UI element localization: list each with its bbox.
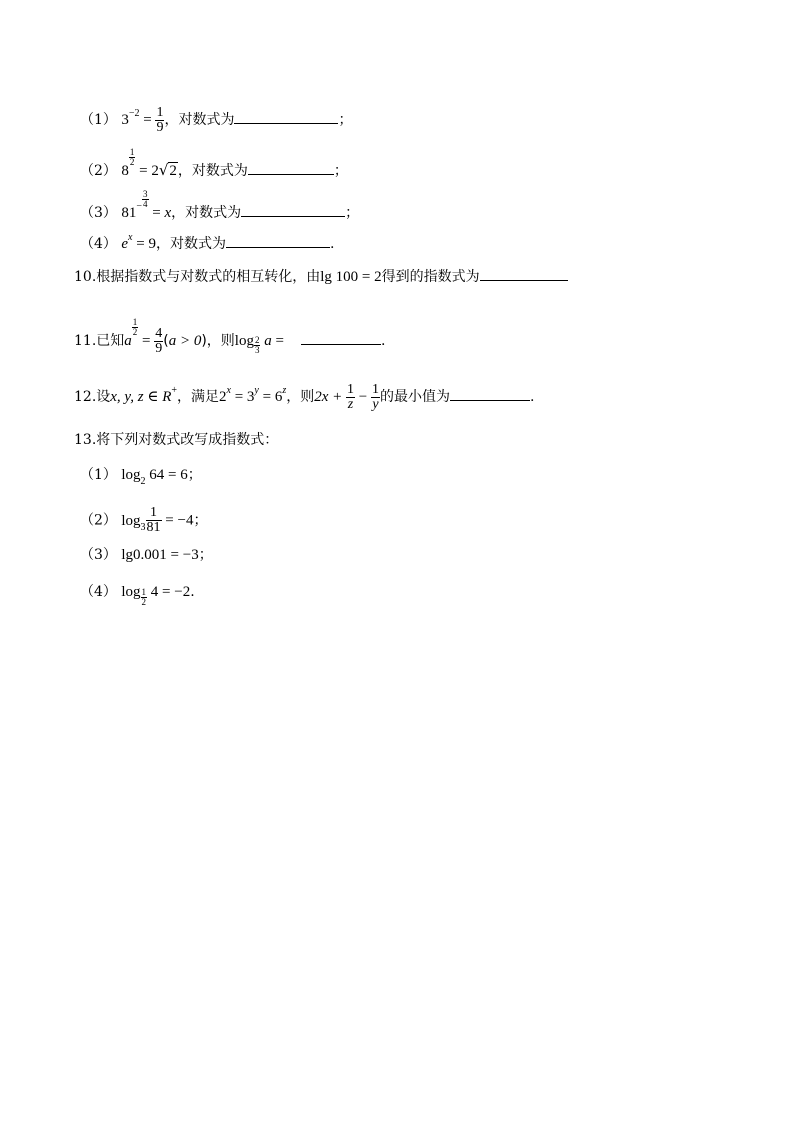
- q9-item-3: （3） 81− $\frac{3}{4}$ = x，对数式为 ；: [80, 189, 360, 221]
- answer-blank[interactable]: [301, 330, 381, 345]
- answer-blank[interactable]: [234, 109, 338, 124]
- math-expression: lg 100 = 2: [320, 269, 382, 285]
- answer-blank[interactable]: [226, 233, 330, 248]
- q13-item-2: （2） $\log_3$ $\frac{1}{81}$ = −4；: [80, 505, 208, 535]
- math-log: log $\frac{1}{2}$ 4 = −2: [121, 584, 191, 607]
- question-11: 11.已知a $\frac{1}{2}$ = $\frac{4}{9}$ (a > 0)，则log $\frac{2}{3}$ a = .: [74, 317, 386, 356]
- fraction: $\frac{1}{81}$: [146, 505, 161, 535]
- question-text: 12.设: [74, 389, 111, 405]
- item-text: ，对数式为: [164, 112, 235, 128]
- q9-item-1: （1） $3^{-2}$ = $\frac{1}{9}$ ，对数式为 ；: [80, 104, 353, 135]
- fraction: $\frac{1}{9}$: [156, 104, 164, 135]
- math-log: log $\frac{2}{3}$ a =: [234, 333, 288, 355]
- math-equals: =: [148, 205, 165, 221]
- q13-item-4: （4） log $\frac{1}{2}$ 4 = −2.: [80, 584, 195, 607]
- answer-blank[interactable]: [248, 160, 334, 175]
- q9-item-2: （2） 8 $\frac{1}{2}$ = 2√2，对数式为 ；: [80, 147, 348, 179]
- question-text: 11.已知: [74, 333, 125, 349]
- question-text: 10.根据指数式与对数式的相互转化，由: [74, 269, 321, 285]
- math-power: a $\frac{1}{2}$: [124, 317, 138, 349]
- q9-item-4: （4） $e^x = 9$，对数式为 .: [80, 232, 335, 252]
- question-13-title: 13.将下列对数式改写成指数式：: [74, 432, 279, 448]
- answer-blank[interactable]: [480, 266, 568, 281]
- item-text: ，对数式为: [155, 236, 226, 252]
- item-label: （1）: [80, 112, 117, 128]
- math-equation: $2^x = 3^y = 6^z$: [219, 385, 287, 405]
- item-label: （3）: [80, 205, 117, 221]
- math-equals: = 9: [132, 236, 156, 252]
- math-equals: = 2: [135, 163, 159, 179]
- answer-blank[interactable]: [241, 202, 345, 217]
- math-power: $3^{-2}$: [121, 108, 140, 128]
- math-log: $\log_2 64 = 6$: [121, 467, 188, 487]
- math-power: 81− $\frac{3}{4}$: [121, 189, 148, 221]
- math-equals: =: [139, 112, 156, 128]
- item-text: ，对数式为: [171, 205, 242, 221]
- fraction: $\frac{1}{y}$: [372, 381, 379, 412]
- question-12: 12.设x, y, z ∈ R+，满足$2^x = 3^y = 6^z$，则2x + $\frac{1}{z}$ − $\frac{1}{y}$ 的最小值为 .: [74, 381, 535, 412]
- item-text: ，对数式为: [177, 163, 248, 179]
- item-label: （2）: [80, 163, 117, 179]
- question-10: [74, 266, 568, 287]
- math-log: lg0.001 = −3: [121, 547, 199, 563]
- math-power: 8 $\frac{1}{2}$: [121, 147, 135, 179]
- math-power: $e^x$: [121, 232, 133, 252]
- sqrt: √2: [158, 161, 177, 179]
- condition: (a > 0): [163, 333, 207, 349]
- question-text: 得到的指数式为: [381, 269, 480, 285]
- math-log: $\log_3$: [121, 512, 146, 533]
- fraction: $\frac{4}{9}$: [155, 325, 163, 356]
- q13-item-3: （3） lg0.001 = −3；: [80, 547, 213, 563]
- fraction: $\frac{1}{z}$: [347, 381, 355, 412]
- q13-item-1: （1） $\log_2 64 = 6$；: [80, 467, 202, 487]
- item-label: （4）: [80, 236, 117, 252]
- answer-blank[interactable]: [450, 386, 530, 401]
